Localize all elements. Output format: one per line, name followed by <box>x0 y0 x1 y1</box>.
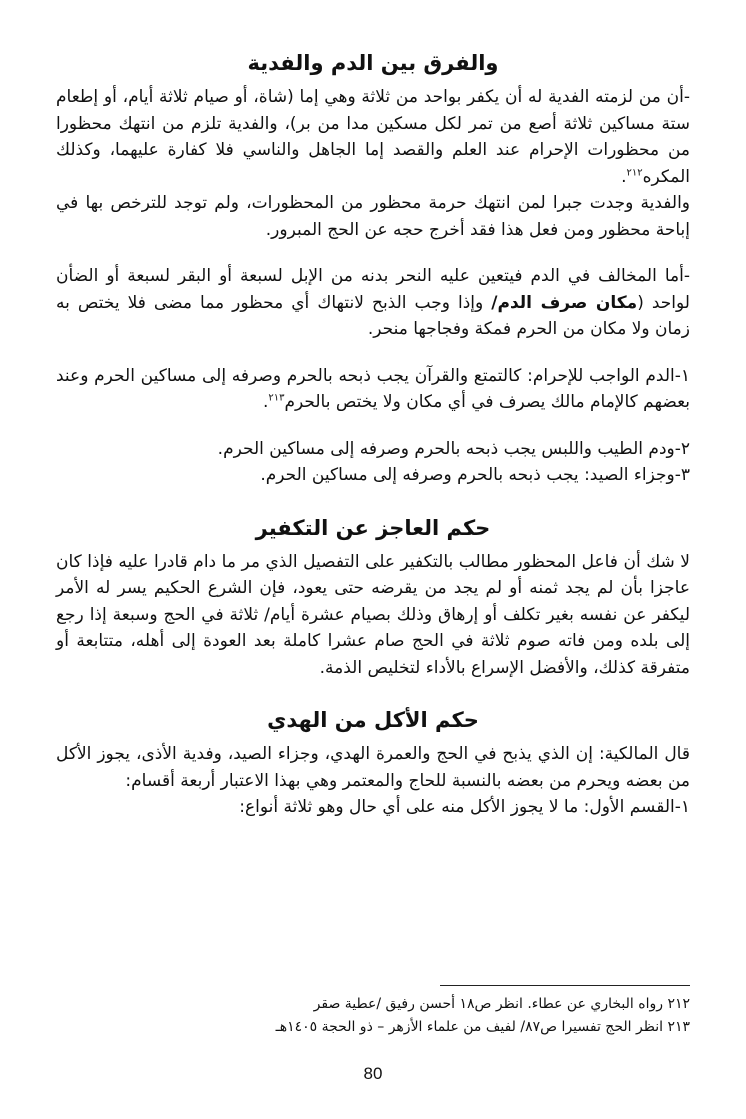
paragraph-text: ١-الدم الواجب للإحرام: كالتمتع والقرآن يجب ذبحه بالحرم وصرفه إلى مساكين الحرم وعند بعضهم كالإمام مالك يصرف في أي مكان ولا يختص بالحرم <box>56 365 690 412</box>
list-item-perfume-blood: ٢-ودم الطيب واللبس يجب ذبحه بالحرم وصرفه إلى مساكين الحرم. <box>217 438 690 459</box>
footnotes <box>56 993 690 1039</box>
paragraph-fidya-purpose: والفدية وجدت جبرا لمن انتهك حرمة محظور من المحظورات، ولم توجد للترخص بها في إباحة محظور ومن فعل هذا فقد أخرج حجه عن الحج المبرور. <box>56 193 690 240</box>
footnote-ref-212[interactable]: ٢١٢ <box>626 166 643 178</box>
section-title-unable-to-expiate: حكم العاجز عن التكفير <box>255 515 491 540</box>
footnote-212: ٢١٢ رواه البخاري عن عطاء. انظر ص١٨ أحسن رفيق /عطية صقر <box>313 996 690 1012</box>
section-title-eating-from-hady: حكم الأكل من الهدي <box>267 708 479 732</box>
paragraph-fidya-options: -أن من لزمته الفدية له أن يكفر بواحد من ثلاثة وهي إما (شاة، أو صيام ثلاثة أيام، أو إطعام ستة مساكين ثلاثة أصع من تمر لكل مسكين مدا من بر)، والفدية تلزم من انتهك محظورا من محظورات الإحرام عند العلم والقصد إما الجاهل والناسي فلا كفارة عليهما، وكذلك المكره$^{٢١٢}$. <box>56 87 690 187</box>
bold-phrase-blood-place: مكان صرف الدم/ <box>491 292 638 313</box>
footnote-divider <box>440 985 690 986</box>
paragraph-text: -أن من لزمته الفدية له أن يكفر بواحد من ثلاثة وهي إما (شاة، أو صيام ثلاثة أيام، أو إطعام ستة مساكين ثلاثة أصع من تمر لكل مسكين مدا من بر)، والفدية تلزم من انتهك محظورا من محظورات الإحرام عند العلم والقصد إما الجاهل والناسي فلا كفارة عليهما، وكذلك المكره <box>56 87 690 187</box>
list-item-hunting-penalty: ٣-وجزاء الصيد: يجب ذبحه بالحرم وصرفه إلى مساكين الحرم. <box>260 465 690 485</box>
paragraph-unable-to-expiate: لا شك أن فاعل المحظور مطالب بالتكفير على التفصيل الذي مر ما دام قادرا عليه فإذا كان عاجزا بأن لم يجد ثمنه أو لم يجد من يقرضه حتى يعود، فإن الشرع الحكيم يسر له الأمر ليكفر عن نفسه بغير تكلف أو إرهاق وذلك بصيام عشرة أيام/ ثلاثة في الحج وسبعة إذا رجع إلى بلده ومن فاته صوم ثلاثة في الحج صام عشرا كاملة بعد العودة إلى أهله، متتابعة أو متفرقة كذلك، والأفضل الإسراع بالأداء لتخليص الذمة. <box>56 551 690 678</box>
list-item-first-category: ١-القسم الأول: ما لا يجوز الأكل منه على أي حال وهو ثلاثة أنواع: <box>239 797 690 817</box>
page-number: 80 <box>363 1064 383 1083</box>
section-title-blood-vs-fidya: والفرق بين الدم والفدية <box>247 51 499 75</box>
list-item-ihram-blood <box>56 363 690 416</box>
page-body <box>56 40 690 821</box>
footnote-213: ٢١٣ انظر الحج تفسيرا ص٨٧/ لفيف من علماء الأزهر – ذو الحجة ١٤٠٥هـ <box>275 1019 690 1035</box>
period: . <box>262 392 269 412</box>
footnote-ref-213[interactable]: ٢١٣ <box>268 392 285 404</box>
paragraph-blood-sacrifice <box>56 263 690 343</box>
paragraph-text: -أما المخالف في الدم فيتعين عليه النحر بدنه من الإبل لسبعة أو البقر لسبعة أو الضأن لواحد ( <box>56 266 690 313</box>
paragraph-maliki-view: قال المالكية: إن الذي يذبح في الحج والعمرة الهدي، وجزاء الصيد، وفدية الأذى، يجوز الأكل من بعضه ويحرم من بعضه بالنسبة للحاج والمعتمر وهي بهذا الاعتبار أربعة أقسام: <box>56 744 690 791</box>
paragraph-text: وإذا وجب الذبح لانتهاك أي محظور مما مضى فلا يختص به زمان ولا مكان من الحرم فمكة وفجاجها منحر. <box>56 292 690 339</box>
